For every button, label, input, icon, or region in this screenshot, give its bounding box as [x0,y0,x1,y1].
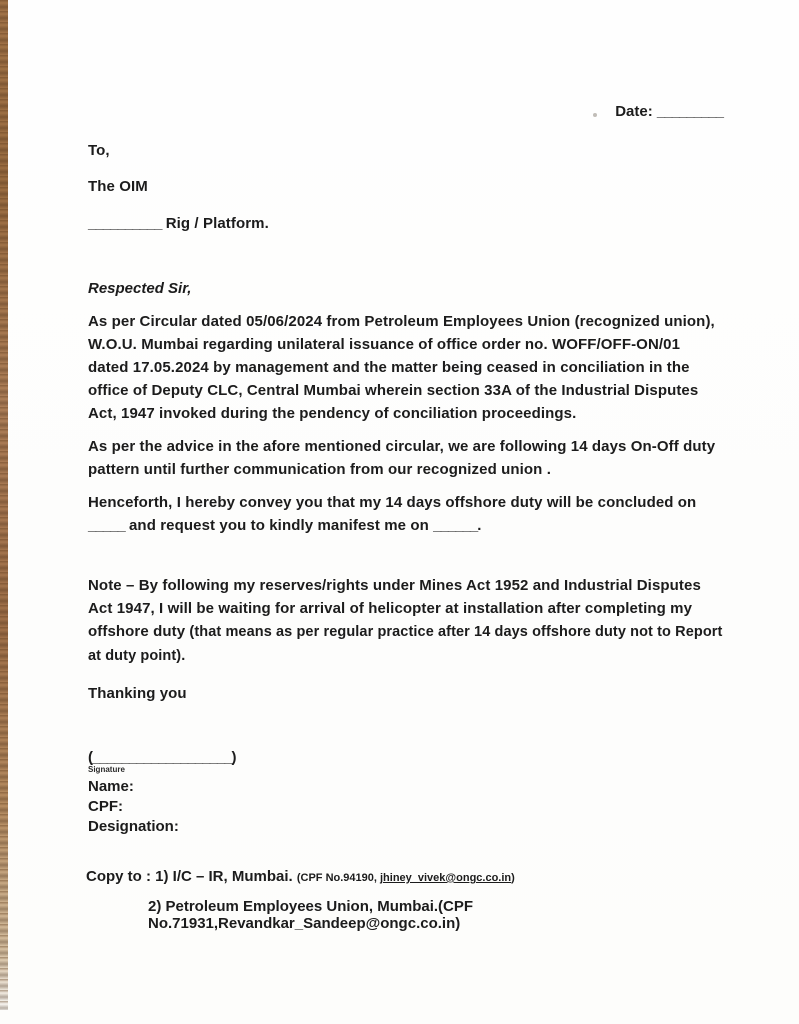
signature-designation-field: Designation: [88,818,179,835]
rig-blank: __________ [88,215,162,232]
manifest-on-blank: ______ [433,517,478,534]
recipient-rig-line [88,212,723,235]
date-line [88,103,723,120]
paragraph-1-rest: (recognized union), W.O.U. Mumbai regarding unilateral issuance of office order no. WOFF/OFF-ON/01 dated 17.05.2024 by management and the matter being ceased in conciliation in the office of Deputy CLC, Central Mumbai wherein section 33A of the Industrial Disputes Act, 1947 invoked during the pendency of conciliation proceedings. [88,313,715,422]
thanking-you: Thanking you [88,685,187,702]
note-bold-clause: (that means as per regular practice after 14 days offshore duty not to Report at duty point). [88,624,723,664]
signature-blank-line: (___________________) [88,749,236,766]
copy-to-cpf: (CPF No.94190, [296,872,380,884]
copy-to-line-1 [86,868,723,885]
copy-to-email: jhiney_vivek@ongc.co.in [379,872,512,884]
salutation: Respected Sir, [88,280,192,297]
copy-to-line-2: 2) Petroleum Employees Union, Mumbai.(CPF No.71931,Revandkar_Sandeep@ongc.co.in) [148,898,474,932]
date-label: Date: [615,103,653,120]
note-text: Note – By following my reserves/rights under Mines Act 1952 and Industrial Disputes Act 1947, I will be waiting for arrival of helicopter at installation after completing my offshore duty [88,577,701,640]
recipient-addressee: The OIM [88,178,148,195]
paragraph-1 [88,310,723,425]
concluded-on-blank: _____ [88,517,125,534]
paragraph-3-mid: and request you to kindly manifest me on [124,517,434,534]
signature-label: Signature [88,765,125,774]
copy-to-main: Copy to : 1) I/C – IR, Mumbai. [86,868,297,885]
date-blank: _________ [656,103,723,120]
note-paragraph [88,574,723,668]
letter-content [0,103,799,932]
paragraph-3-text: Henceforth, I hereby convey you that my 14 days offshore duty will be concluded on [88,494,697,511]
paragraph-1-text: As per Circular dated 05/06/2024 from [88,313,365,330]
paragraph-3 [88,491,723,537]
paragraph-3-end: . [477,517,482,534]
copy-to-detail [297,872,515,884]
paragraph-2: As per the advice in the afore mentioned circular, we are following 14 days On-Off duty pattern until further communication from our recognized union . [88,438,716,478]
signature-cpf-field: CPF: [88,798,123,815]
paragraph-1-union-bold: Petroleum Employees Union [364,313,571,330]
rig-text: Rig / Platform. [161,215,269,232]
signature-name-field: Name: [88,778,134,795]
recipient-to: To, [88,142,110,159]
copy-to-detail-close: ) [511,872,515,884]
